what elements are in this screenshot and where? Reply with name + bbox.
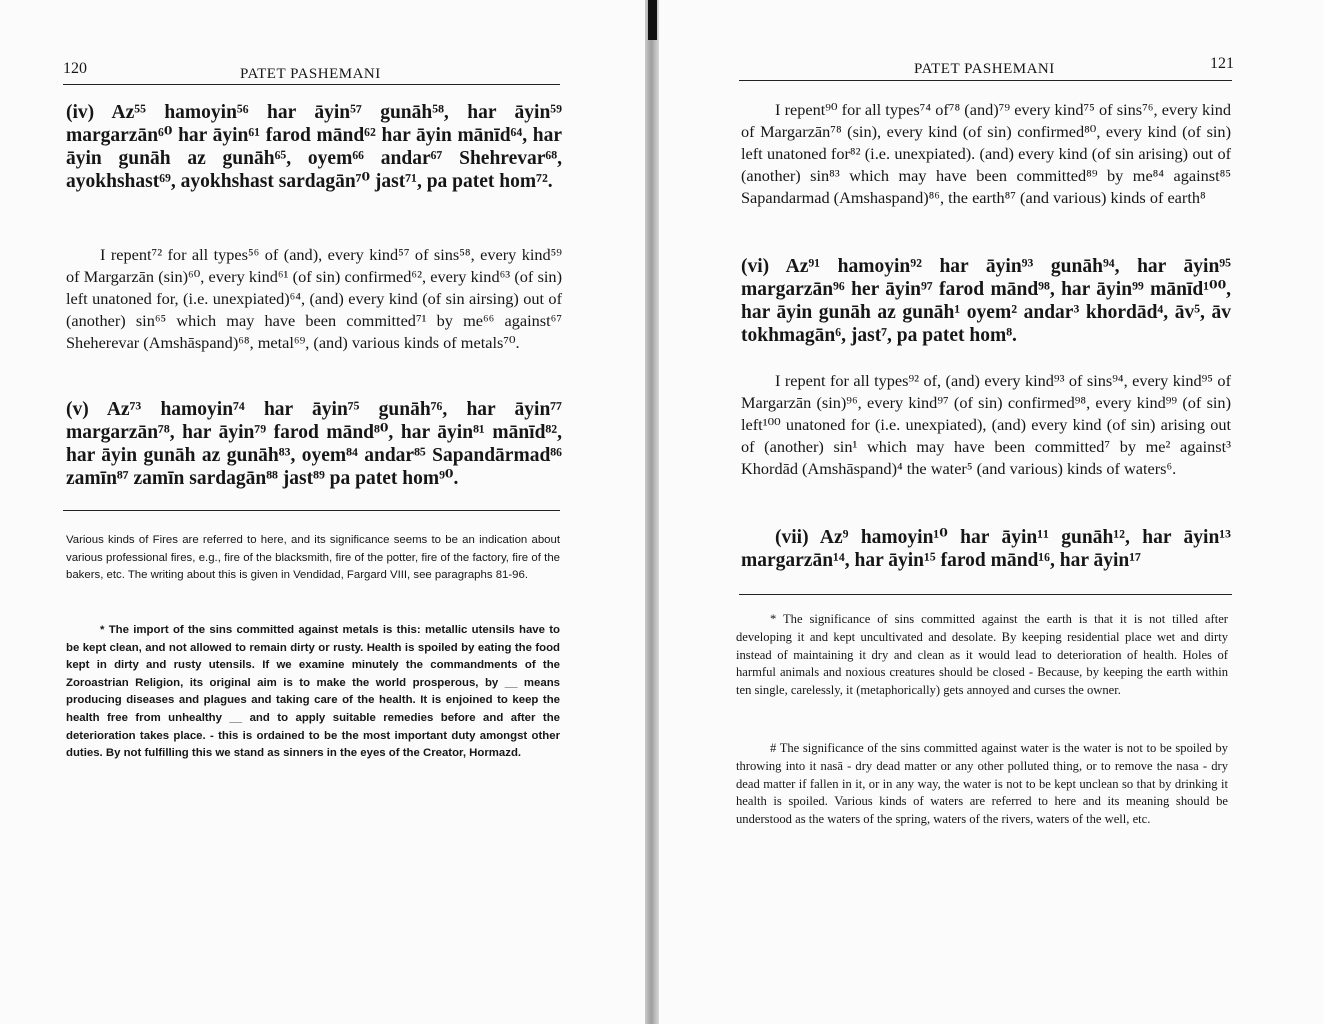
footnote-metals: * The import of the sins committed against metals is this: metallic utensils have to be kept clean, and not allowed to remain dirty or rusty. Health is spoiled by eating the food kept in dirty and rusty utensils. If we examine minutely the commandments of the Zoroastrian Religion, its original aim is to make the world prosperous, by __ means producing diseases and plagues and taking care of the health. It is enjoined to keep the health free from unhealthy __ and to apply suitable remedies before and after the deterioration takes place. - this is ordained to be the most important duty amongst other duties. By not fulfilling this we stand as sinners in the eyes of the Creator, Hormazd.: [66, 624, 560, 760]
footnote-water: # The significance of the sins committed against water is the water is not to be spoiled by throwing into it nasā - dry dead matter or any other polluted thing, or to remove the nasa - dry dead matter if fallen in it, or in any way, the water is not to be kept unclean so that by drinking it health is spoiled. Various kinds of waters are referred to here and its meaning should be understood as the waters of the spring, waters of the rivers, waters of the well, etc.: [736, 741, 1228, 827]
verse-iv: (iv) Az⁵⁵ hamoyin⁵⁶ har āyin⁵⁷ gunāh⁵⁸, har āyin⁵⁹ margarzān⁶⁰ har āyin⁶¹ farod mānd⁶² har āyin mānīd⁶⁴, har āyin gunāh az gunāh⁶⁵, oyem⁶⁶ andar⁶⁷ Shehrevar⁶⁸, ayokhshast⁶⁹, ayokhshast sardagān⁷⁰ jast⁷¹, pa patet hom⁷².: [66, 102, 562, 192]
translation-v: I repent⁹⁰ for all types⁷⁴ of⁷⁸ (and)⁷⁹ every kind⁷⁵ of sins⁷⁶, every kind of Margarzān⁷⁸ (sin), every kind (of sin) confirmed⁸⁰, every kind (of sin) left unatoned for⁸² (i.e. unexpiated). (and) every kind (of sin arising) out of (another) sin⁸³ which may have been committed⁸⁹ by me⁸⁴ against⁸⁵ Sapandarmad (Amshaspand)⁸⁶, the earth⁸⁷ (and various) kinds of earth⁸: [741, 100, 1231, 207]
header-rule: [739, 80, 1232, 81]
verse-v: (v) Az⁷³ hamoyin⁷⁴ har āyin⁷⁵ gunāh⁷⁶, har āyin⁷⁷ margarzān⁷⁸, har āyin⁷⁹ farod mānd⁸⁰, har āyin⁸¹ mānīd⁸², har āyin gunāh az gunāh⁸³, oyem⁸⁴ andar⁸⁵ Sapandārmad⁸⁶ zamīn⁸⁷ zamīn sardagān⁸⁸ jast⁸⁹ pa patet hom⁹⁰.: [66, 399, 562, 489]
footnote-fires: Various kinds of Fires are referred to here, and its significance seems to be an indication about various professional fires, e.g., fire of the blacksmith, fire of the potter, fire of the factory, fire of the bakers, etc. The writing about this is given in Vendidad, Fargard VIII, see paragraphs 81-96.: [66, 534, 560, 582]
running-head: PATET PASHEMANI: [914, 61, 1055, 77]
verse-vi: (vi) Az⁹¹ hamoyin⁹² har āyin⁹³ gunāh⁹⁴, har āyin⁹⁵ margarzān⁹⁶ her āyin⁹⁷ farod mānd⁹⁸, har āyin⁹⁹ mānīd¹⁰⁰, har āyin gunāh az gunāh¹ oyem² andar³ khordād⁴, āv⁵, āv tokhmagān⁶, jast⁷, pa patet hom⁸.: [741, 256, 1231, 346]
footnote-earth: * The significance of sins committed against the earth is that it is not tilled after developing it and kept uncultivated and desolate. By keeping residential place wet and dirty instead of maintaining it dry and clean as it would lead to deterioration of health. Holes of harmful animals and noxious creatures should be closed - Because, by keeping the earth within ten single, carelessly, it (metaphorically) gets annoyed and curses the owner.: [736, 612, 1228, 698]
header-rule: [63, 84, 560, 85]
left-page: [0, 0, 648, 1024]
verse-vii: (vii) Az⁹ hamoyin¹⁰ har āyin¹¹ gunāh¹², har āyin¹³ margarzān¹⁴, har āyin¹⁵ farod mānd¹⁶, har āyin¹⁷: [741, 527, 1231, 571]
page-number: 120: [63, 60, 87, 77]
right-page: [652, 0, 1323, 1024]
footnote-rule: [739, 594, 1232, 595]
translation-vi: I repent for all types⁹² of, (and) every kind⁹³ of sins⁹⁴, every kind⁹⁵ of Margarzān (sin)⁹⁶, every kind⁹⁷ (of sin) confirmed⁹⁸, every kind⁹⁹ (of sin) left¹⁰⁰ unatoned for (i.e. unexpiated), (and) every kind (of sin) arising out of (another) sin¹ which may have been committed⁷ by me² against³ Khordād (Amshāspand)⁴ the water⁵ (and various) kinds of waters⁶.: [741, 371, 1231, 478]
translation-iv: I repent⁷² for all types⁵⁶ of (and), every kind⁵⁷ of sins⁵⁸, every kind⁵⁹ of Margarzān (sin)⁶⁰, every kind⁶¹ (of sin) confirmed⁶², every kind⁶³ (of sin) left unatoned for, (i.e. unexpiated)⁶⁴, (and) every kind (of sin airsing) out of (another) sin⁶⁵ which may have been committed⁷¹ by me⁶⁶ against⁶⁷ Sheherevar (Amshāspand)⁶⁸, metal⁶⁹, (and) various kinds of metals⁷⁰.: [66, 245, 562, 352]
running-head: PATET PASHEMANI: [240, 66, 381, 82]
page-number: 121: [1210, 55, 1234, 72]
footnote-rule: [63, 510, 560, 511]
